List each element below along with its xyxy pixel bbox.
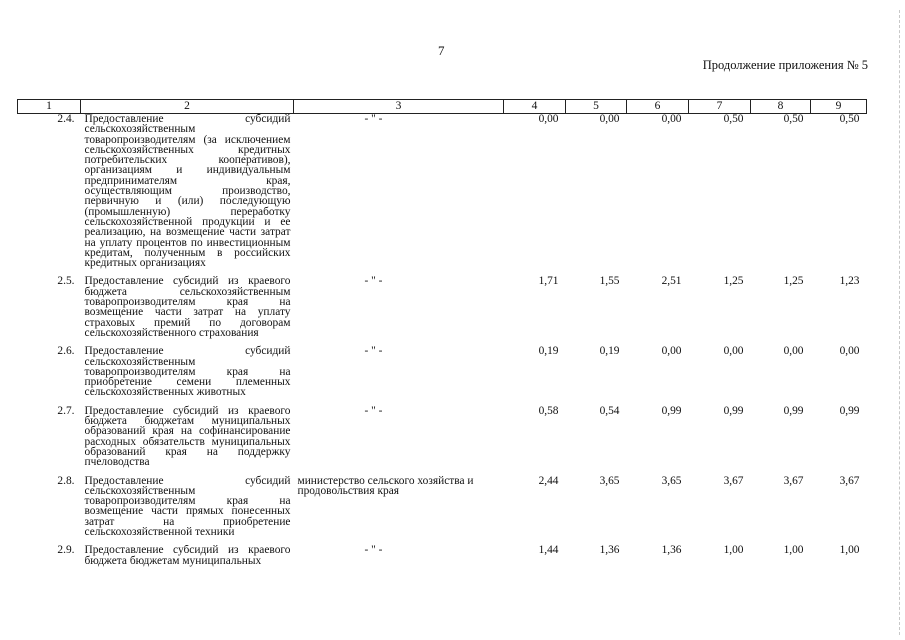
row-value-col8: 0,50 bbox=[783, 113, 804, 125]
row-number: 2.4. bbox=[57, 113, 75, 125]
table-header-row bbox=[18, 100, 867, 114]
table-row bbox=[18, 406, 867, 476]
row-number: 2.9. bbox=[57, 544, 75, 557]
row-value-col6: 3,65 bbox=[661, 474, 682, 487]
row-value-col4: 2,44 bbox=[538, 474, 559, 487]
row-value-col5: 0,54 bbox=[599, 404, 620, 417]
row-executor: - " - bbox=[364, 404, 383, 417]
row-value-col7: 1,25 bbox=[723, 275, 744, 288]
row-number: 2.8. bbox=[57, 474, 75, 487]
row-value-col8: 3,67 bbox=[783, 474, 804, 487]
row-number: 2.6. bbox=[57, 345, 75, 358]
row-executor: - " - bbox=[364, 275, 383, 288]
row-value-col9: 0,99 bbox=[839, 404, 860, 417]
header-col-1: 1 bbox=[18, 100, 81, 114]
row-value-col6: 2,51 bbox=[661, 275, 682, 288]
header-col-5: 5 bbox=[566, 100, 627, 114]
row-description bbox=[81, 545, 294, 575]
row-executor: министерство сельского хозяйства и продовольствия края bbox=[297, 474, 474, 497]
row-value-col5: 0,19 bbox=[599, 345, 620, 358]
row-value-col5: 3,65 bbox=[599, 474, 620, 487]
row-value-col5: 1,55 bbox=[599, 275, 620, 288]
row-value-col8: 0,99 bbox=[783, 404, 804, 417]
row-value-col6: 0,00 bbox=[661, 113, 682, 125]
row-value-col4: 1,44 bbox=[538, 544, 559, 557]
row-value-col9: 0,50 bbox=[839, 113, 860, 125]
row-value-col7: 3,67 bbox=[723, 474, 744, 487]
row-value-col7: 0,50 bbox=[723, 113, 744, 125]
row-value-col9: 1,23 bbox=[839, 275, 860, 288]
table-row bbox=[18, 276, 867, 346]
header-col-2: 2 bbox=[81, 100, 294, 114]
table-row bbox=[18, 476, 867, 546]
row-value-col4: 0,00 bbox=[538, 113, 559, 125]
row-value-col6: 0,99 bbox=[661, 404, 682, 417]
row-number: 2.5. bbox=[57, 275, 75, 288]
row-value-col4: 0,19 bbox=[538, 345, 559, 358]
page-number: 7 bbox=[438, 43, 445, 58]
header-col-3: 3 bbox=[294, 100, 504, 114]
header-col-8: 8 bbox=[751, 100, 811, 114]
header-col-7: 7 bbox=[689, 100, 751, 114]
row-value-col8: 0,00 bbox=[783, 345, 804, 358]
table-row bbox=[18, 346, 867, 405]
row-value-col4: 0,58 bbox=[538, 404, 559, 417]
row-value-col5: 1,36 bbox=[599, 544, 620, 557]
header-col-9: 9 bbox=[811, 100, 867, 114]
row-value-col5: 0,00 bbox=[599, 113, 620, 125]
row-executor: - " - bbox=[364, 345, 383, 358]
row-executor: - " - bbox=[364, 113, 383, 125]
row-executor: - " - bbox=[364, 544, 383, 557]
row-value-col7: 0,99 bbox=[723, 404, 744, 417]
row-description: Предоставление субсидий сельскохозяйственным товаропроизводителям (за исключением сельскохозяйственных кредитных потребительских кооперативов), организациям и индивидуальным предпринимателям края, осуществляющим производство, первичную и (или) последующую (промышленную) переработку сельскохозяйственной продукции и ее реализацию, на возмещение части затрат на уплату процентов по инвестиционным кредитам, полученным в российских кредитных организациях bbox=[84, 113, 291, 270]
row-value-col4: 1,71 bbox=[538, 275, 559, 288]
row-description-text: Предоставление субсидий из краевого бюджета бюджетам муниципальных bbox=[84, 545, 291, 567]
table-row bbox=[18, 114, 867, 277]
row-description: Предоставление субсидий из краевого бюджета сельскохозяйственным товаропроизводителям края на возмещение части затрат на уплату страховых премий по договорам сельскохозяйственного страхования bbox=[84, 275, 291, 339]
row-value-col9: 3,67 bbox=[839, 474, 860, 487]
row-value-col7: 0,00 bbox=[723, 345, 744, 358]
appendix-continuation-note: Продолжение приложения № 5 bbox=[702, 58, 868, 72]
row-number: 2.7. bbox=[57, 404, 75, 417]
row-value-col8: 1,00 bbox=[783, 544, 804, 557]
appendix-table bbox=[17, 99, 867, 575]
row-value-col9: 1,00 bbox=[839, 544, 860, 557]
table-row bbox=[18, 545, 867, 575]
row-value-col6: 0,00 bbox=[661, 345, 682, 358]
row-value-col9: 0,00 bbox=[839, 345, 860, 358]
row-description: Предоставление субсидий из краевого бюджета бюджетам муниципальных образований края на софинансирование расходных обязательств муниципальных образований края на поддержку пчеловодства bbox=[84, 404, 291, 469]
row-value-col6: 1,36 bbox=[661, 544, 682, 557]
page-edge-rule bbox=[899, 10, 900, 635]
row-description: Предоставление субсидий сельскохозяйственным товаропроизводителям края на возмещение части прямых понесенных затрат на приобретение сельскохозяйственной техники bbox=[84, 474, 291, 538]
header-col-6: 6 bbox=[627, 100, 689, 114]
row-value-col7: 1,00 bbox=[723, 544, 744, 557]
row-value-col8: 1,25 bbox=[783, 275, 804, 288]
header-col-4: 4 bbox=[504, 100, 566, 114]
row-description: Предоставление субсидий сельскохозяйственным товаропроизводителям края на приобретение семени племенных сельскохозяйственных животных bbox=[84, 345, 291, 399]
